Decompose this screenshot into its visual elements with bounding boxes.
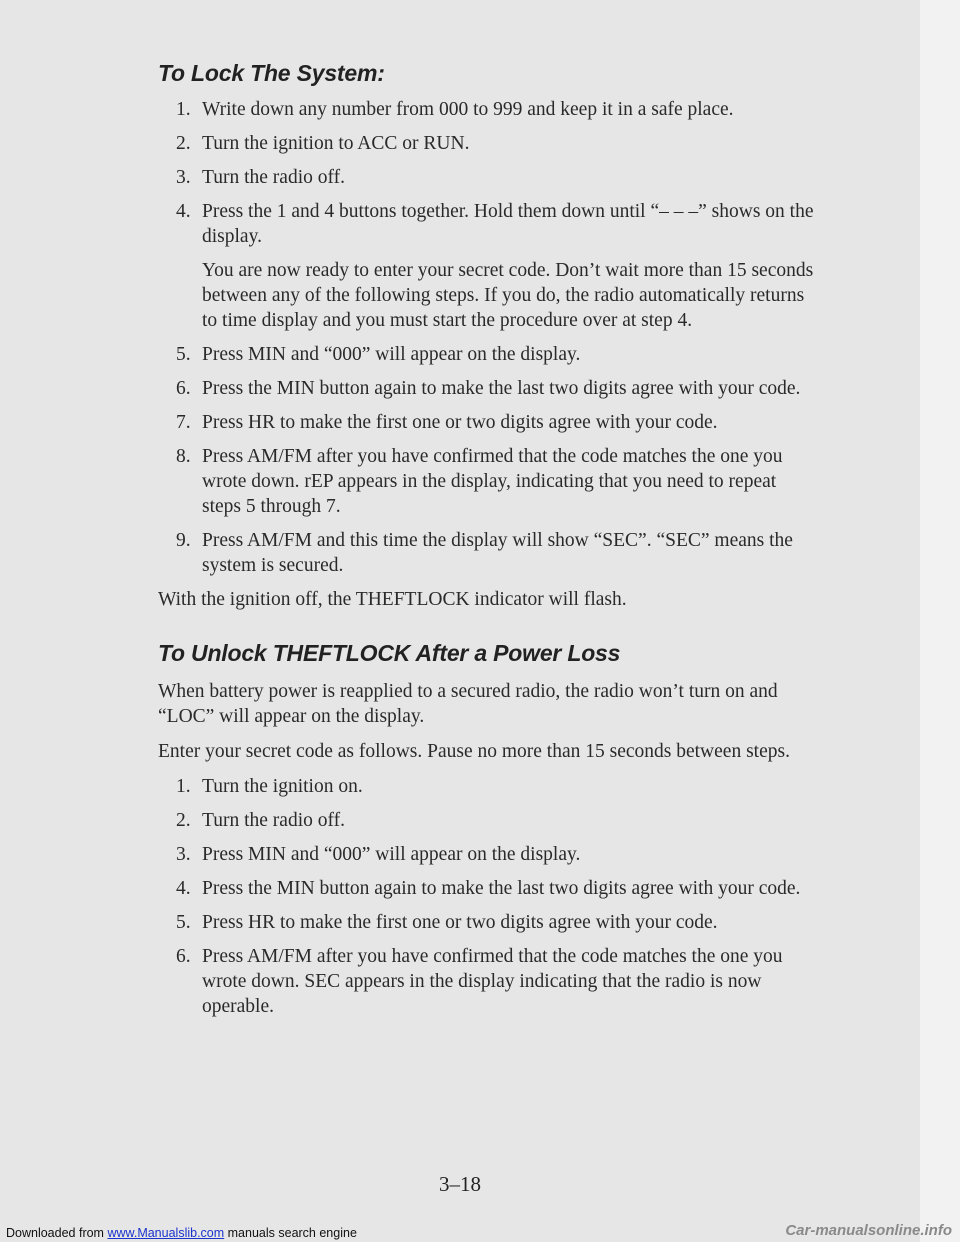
step4-note: You are now ready to enter your secret code. Don’t wait more than 15 seconds between any of the following steps. If you do, the radio automatically returns to time display and you must start the procedure over at step 4. bbox=[202, 260, 814, 331]
page-number: 3–18 bbox=[439, 1172, 481, 1196]
list-item: 6. Press the MIN button again to make the last two digits agree with your code. bbox=[176, 378, 801, 399]
enter-code-paragraph: Enter your secret code as follows. Pause no more than 15 seconds between steps. bbox=[158, 741, 790, 762]
list-item: 7. Press HR to make the first one or two digits agree with your code. bbox=[176, 412, 718, 433]
page-content bbox=[158, 60, 820, 1028]
download-footer: Downloaded from www.Manualslib.com manuals search engine bbox=[6, 1226, 357, 1240]
unlock-steps-list bbox=[158, 774, 820, 1019]
list-item: 4. Press the 1 and 4 buttons together. Hold them down until “– – –” shows on the display. bbox=[176, 201, 814, 247]
heading-unlock-theftlock: To Unlock THEFTLOCK After a Power Loss bbox=[158, 640, 621, 666]
list-item: 1. Turn the ignition on. bbox=[176, 776, 363, 797]
list-item: 5. Press MIN and “000” will appear on the display. bbox=[176, 344, 581, 365]
list-item: 2. Turn the ignition to ACC or RUN. bbox=[176, 133, 470, 154]
list-item: 3. Press MIN and “000” will appear on the display. bbox=[176, 844, 581, 865]
power-loss-paragraph: When battery power is reapplied to a secured radio, the radio won’t turn on and “LOC” will appear on the display. bbox=[158, 681, 778, 727]
theftlock-indicator-note: With the ignition off, the THEFTLOCK indicator will flash. bbox=[158, 589, 627, 610]
lock-steps-list bbox=[158, 97, 820, 249]
list-item: 3. Turn the radio off. bbox=[176, 167, 345, 188]
lock-steps-list-continued bbox=[158, 342, 820, 578]
list-item: 9. Press AM/FM and this time the display will show “SEC”. “SEC” means the system is secured. bbox=[176, 530, 793, 576]
list-item: 6. Press AM/FM after you have confirmed that the code matches the one you wrote down. SEC appears in the display indicating that the radio is now operable. bbox=[176, 946, 783, 1017]
manualslib-link[interactable]: www.Manualslib.com bbox=[107, 1226, 225, 1240]
list-item: 1. Write down any number from 000 to 999 and keep it in a safe place. bbox=[176, 99, 734, 120]
list-item: 5. Press HR to make the first one or two digits agree with your code. bbox=[176, 912, 718, 933]
list-item: 2. Turn the radio off. bbox=[176, 810, 345, 831]
page-edge bbox=[920, 0, 960, 1242]
list-item: 8. Press AM/FM after you have confirmed that the code matches the one you wrote down. rEP appears in the display, indicating that you need to repeat steps 5 through 7. bbox=[176, 446, 783, 517]
watermark: Car-manualsonline.info bbox=[785, 1222, 952, 1239]
heading-lock-system: To Lock The System: bbox=[158, 60, 385, 86]
list-item: 4. Press the MIN button again to make the last two digits agree with your code. bbox=[176, 878, 801, 899]
